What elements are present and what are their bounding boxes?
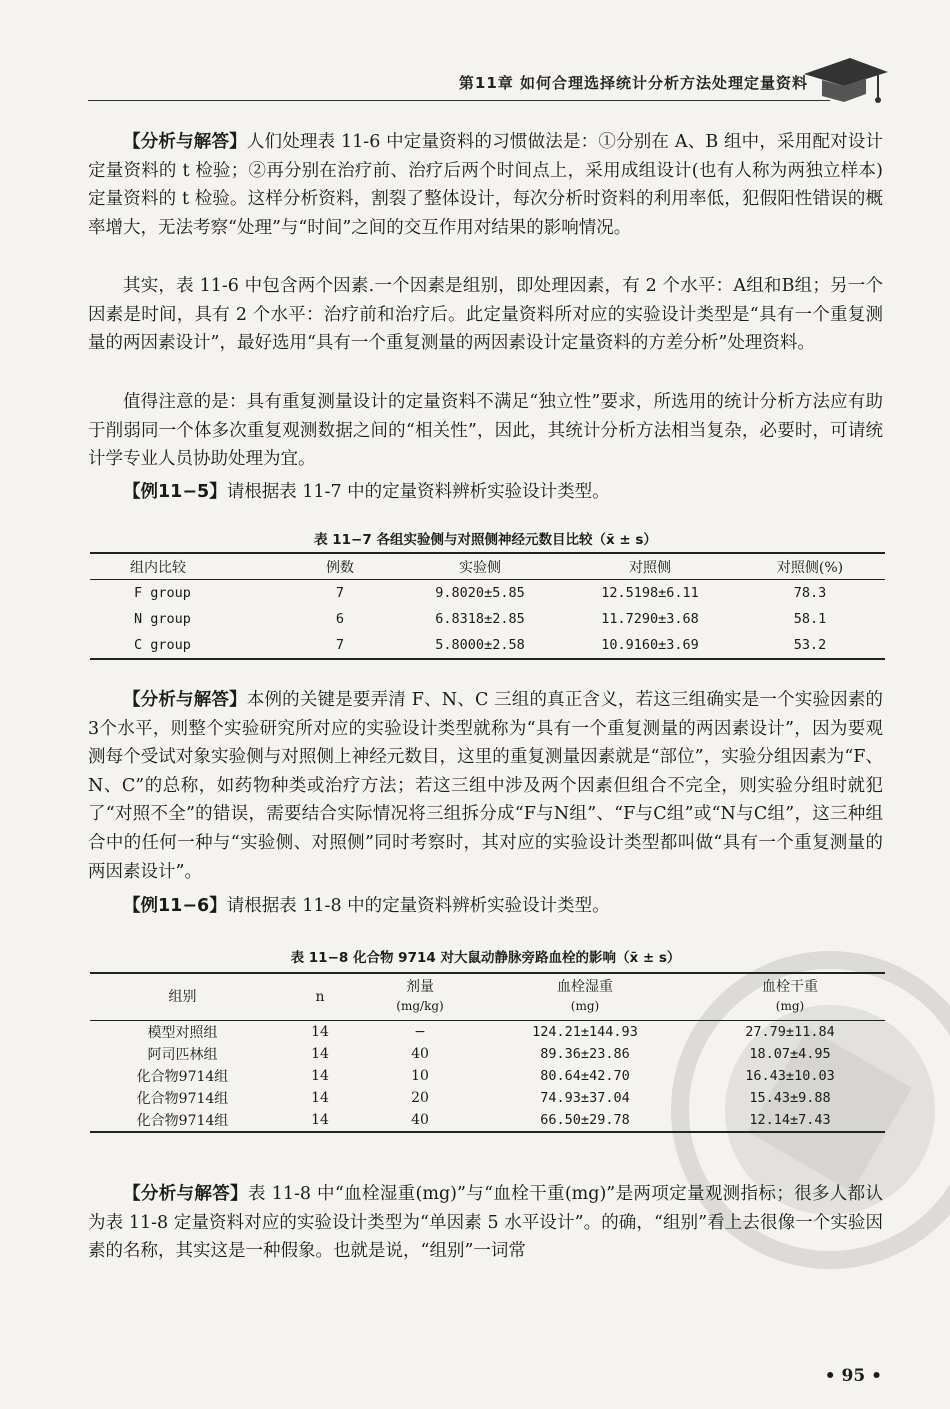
col-header-group: 组别 [90, 973, 275, 1021]
cell: C group [90, 632, 285, 659]
cell: 18.07±4.95 [749, 1046, 831, 1062]
cell: 6.8318±2.85 [435, 611, 525, 627]
cell: 7 [285, 632, 395, 659]
text-example-11-6: 请根据表 11-8 中的定量资料辨析实验设计类型。 [226, 896, 610, 916]
dose-label: 剂量 [406, 979, 434, 995]
table-11-8-caption: 表 11−8 化合物 9714 对大鼠动静脉旁路血栓的影响（x̄ ± s） [290, 950, 681, 966]
cell: F group [134, 585, 191, 601]
table-row [90, 1043, 885, 1065]
cell: 20 [411, 1090, 429, 1106]
cell: 5.8000±2.58 [395, 632, 565, 659]
label-analysis-1: 【分析与解答】 [123, 132, 247, 152]
wet-unit: (mg) [570, 999, 600, 1013]
table-11-7-caption: 表 11−7 各组实验侧与对照侧神经元数目比较（x̄ ± s） [314, 532, 657, 548]
cell: 14 [275, 1109, 365, 1132]
cell: 化合物9714组 [136, 1069, 229, 1085]
cell: 阿司匹林组 [147, 1047, 218, 1063]
cell: 11.7290±3.68 [601, 611, 699, 627]
col-header-dry-weight [695, 973, 885, 1021]
dry-unit: (mg) [775, 999, 805, 1013]
cell: 40 [365, 1109, 475, 1132]
header-rule [88, 100, 830, 101]
cell: 10 [411, 1068, 429, 1084]
cell: 12.5198±6.11 [601, 585, 699, 601]
cell: 6 [335, 611, 345, 627]
cell: 14 [311, 1068, 329, 1084]
cell: 66.50±29.78 [475, 1109, 695, 1132]
label-example-11-6: 【例11−6】 [123, 896, 227, 916]
wet-label: 血栓湿重 [557, 979, 613, 995]
table-header-row [90, 973, 885, 1021]
page-number: • 95 • [824, 1366, 882, 1386]
table-row [90, 1021, 885, 1044]
cell: 14 [311, 1046, 329, 1062]
table-row [90, 1087, 885, 1109]
cell: 模型对照组 [147, 1025, 218, 1041]
col-header-control-pct: 对照侧(%) [735, 553, 885, 580]
cell: N group [134, 611, 191, 627]
cell: 89.36±23.86 [540, 1046, 630, 1062]
text-analysis-2: 本例的关键是要弄清 F、N、C 三组的真正含义，若这三组确实是一个实验因素的3个水平，则整个实验研究所对应的实验设计类型就称为“具有一个重复测量的两因素设计”，因为要观测每个受试对象实验侧与对照侧上神经元数目，这里的重复测量因素就是“部位”，实验分组因素为“F、N、C”的总称，如药物种类或治疗方法；若这三组中涉及两个因素但组合不完全，则实验分组时就犯了“对照不全”的错误，需要结合实际情况将三组拆分成“F与N组”、“F与C组”或“N与C组”，这三种组合中的任何一种与“实验侧、对照侧”同时考察时，其对应的实验设计类型都叫做“具有一个重复测量的两因素设计”。 [88, 690, 884, 882]
example-11-6 [88, 892, 883, 920]
table-row [90, 1109, 885, 1132]
table-header-row [90, 553, 885, 580]
cell: 化合物9714组 [136, 1091, 229, 1107]
paragraph-note: 值得注意的是：具有重复测量设计的定量资料不满足“独立性”要求，所选用的统计分析方法应有助于削弱同一个体多次重复观测数据之间的“相关性”，因此，其统计分析方法相当复杂，必要时，可请统计学专业人员协助处理为宜。 [88, 392, 883, 470]
col-header-count: 例数 [285, 553, 395, 580]
text-analysis-1: 人们处理表 11-6 中定量资料的习惯做法是：①分别在 A、B 组中，采用配对设计定量资料的 t 检验；②再分别在治疗前、治疗后两个时间点上，采用成组设计(也有人称为两独立样本)定量资料的 t 检验。这样分析资料，割裂了整体设计，每次分析时资料的利用率低，犯假阳性错误的概率增大，无法考察“处理”与“时间”之间的交互作用对结果的影响情况。 [88, 132, 884, 238]
graduation-cap-icon [800, 50, 890, 110]
table-row [90, 1065, 885, 1087]
cell: 58.1 [793, 611, 827, 627]
cell: 9.8020±5.85 [435, 585, 525, 601]
text-analysis-3: 表 11-8 中“血栓湿重(mg)”与“血栓干重(mg)”是两项定量观测指标；很多人都认为表 11-8 定量资料对应的实验设计类型为“单因素 5 水平设计”。的确，“组别”看上去很像一个实验因素的名称，其实这是一种假象。也就是说，“组别”一词常 [88, 1184, 883, 1262]
cell: 40 [411, 1046, 429, 1062]
col-header-n: n [275, 973, 365, 1021]
cell: 7 [335, 585, 345, 601]
paragraph-analysis-2 [88, 686, 883, 886]
cell: 80.64±42.70 [540, 1068, 630, 1084]
dose-unit: (mg/kg) [396, 999, 444, 1013]
table-11-8 [90, 972, 885, 1133]
col-header-group: 组内比较 [90, 553, 285, 580]
cell: 78.3 [793, 585, 827, 601]
paragraph-analysis-1 [88, 128, 883, 242]
dry-label: 血栓干重 [762, 979, 818, 995]
col-header-dose [365, 973, 475, 1021]
paragraph-factors: 其实，表 11-6 中包含两个因素.一个因素是组别，即处理因素，有 2 个水平：A组和B组；另一个因素是时间，具有 2 个水平：治疗前和治疗后。此定量资料所对应的实验设计类型是“具有一个重复测量的两因素设计”，最好选用“具有一个重复测量的两因素设计定量资料的方差分析”处理资料。 [88, 276, 883, 354]
table-11-7 [90, 552, 885, 660]
table-row [90, 632, 885, 659]
cell: 53.2 [735, 632, 885, 659]
text-example-11-5: 请根据表 11-7 中的定量资料辨析实验设计类型。 [226, 482, 610, 502]
col-header-wet-weight [475, 973, 695, 1021]
label-example-11-5: 【例11−5】 [123, 482, 227, 502]
cell: 10.9160±3.69 [565, 632, 735, 659]
cell: 16.43±10.03 [745, 1068, 835, 1084]
paragraph-analysis-3 [88, 1180, 883, 1266]
chapter-title: 第11章 如何合理选择统计分析方法处理定量资料 [458, 74, 808, 92]
col-header-experimental: 实验侧 [395, 553, 565, 580]
cell: 27.79±11.84 [745, 1024, 835, 1040]
cell: 14 [311, 1024, 329, 1040]
cell: 74.93±37.04 [540, 1090, 630, 1106]
cell: 124.21±144.93 [532, 1024, 638, 1040]
cell: − [414, 1024, 426, 1040]
label-analysis-3: 【分析与解答】 [123, 1184, 248, 1204]
cell: 15.43±9.88 [749, 1090, 831, 1106]
cell: 14 [311, 1090, 329, 1106]
cell: 化合物9714组 [90, 1109, 275, 1132]
example-11-5 [88, 478, 883, 506]
label-analysis-2: 【分析与解答】 [123, 690, 247, 710]
running-header [0, 48, 950, 108]
table-row [90, 606, 885, 632]
col-header-control: 对照侧 [565, 553, 735, 580]
cell: 12.14±7.43 [695, 1109, 885, 1132]
table-row [90, 580, 885, 607]
